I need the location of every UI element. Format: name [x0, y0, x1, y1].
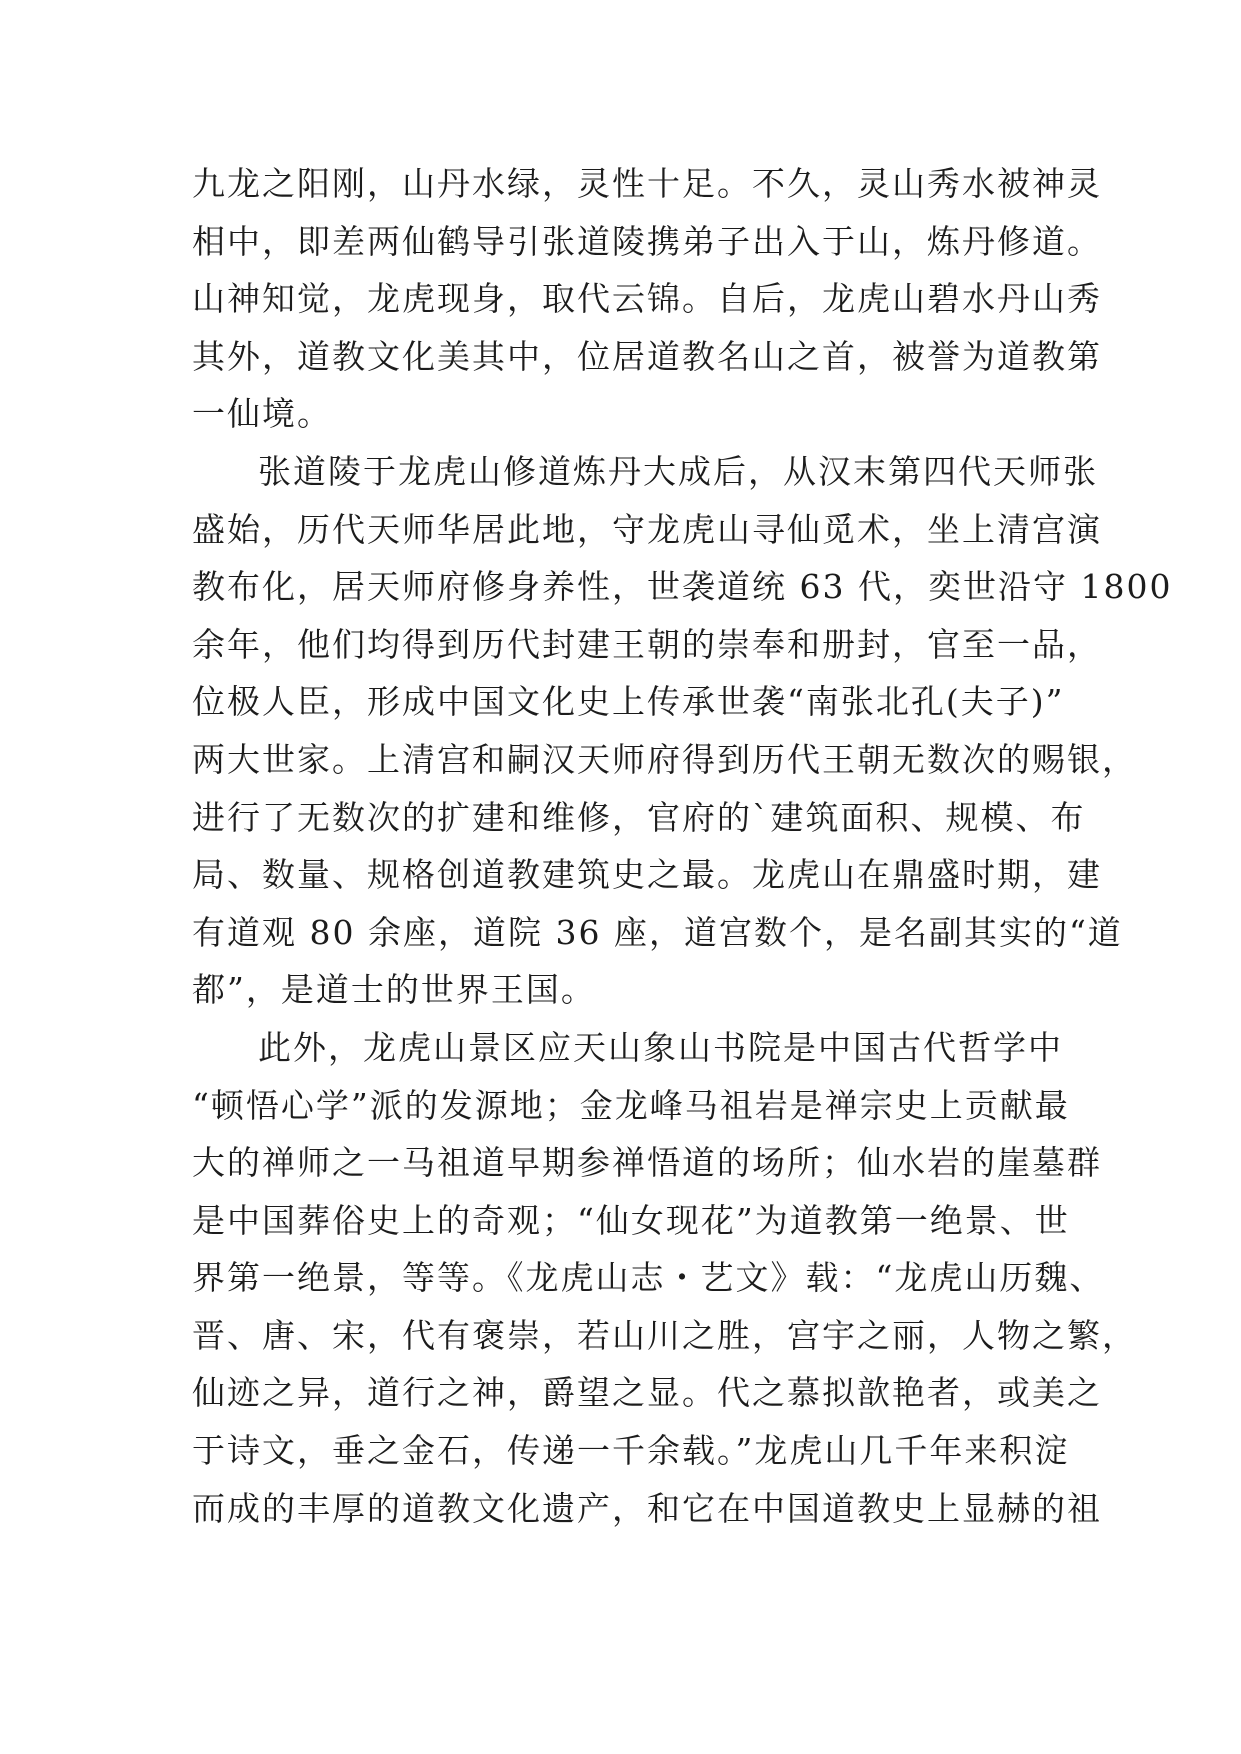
- text-line: 教布化，居天师府修身养性，世袭道统 63 代，奕世沿守 1800: [192, 567, 1173, 607]
- text-line: 山神知觉，龙虎现身，取代云锦。自后，龙虎山碧水丹山秀: [192, 279, 1102, 319]
- text-line: 有道观 80 余座，道院 36 座，道宫数个，是名副其实的“道: [192, 912, 1123, 952]
- text-line: 都”，是道士的世界王国。: [192, 970, 596, 1010]
- text-line: 大的禅师之一马祖道早期参禅悟道的场所；仙水岩的崖墓群: [192, 1143, 1102, 1183]
- text-line: 而成的丰厚的道教文化遗产，和它在中国道教史上显赫的祖: [192, 1488, 1102, 1528]
- text-line: 张道陵于龙虎山修道炼丹大成后，从汉末第四代天师张: [258, 451, 1098, 491]
- body-text: [192, 155, 1173, 1537]
- text-line: 两大世家。上清宫和嗣汉天师府得到历代王朝无数次的赐银，: [192, 739, 1137, 779]
- text-line: 此外，龙虎山景区应天山象山书院是中国古代哲学中: [258, 1027, 1063, 1067]
- text-line: 于诗文，垂之金石，传递一千余载。”龙虎山几千年来积淀: [192, 1431, 1070, 1471]
- text-line: 一仙境。: [192, 394, 332, 434]
- text-line: 是中国葬俗史上的奇观；“仙女现花”为道教第一绝景、世: [192, 1200, 1070, 1240]
- text-line: 局、数量、规格创道教建筑史之最。龙虎山在鼎盛时期，建: [192, 855, 1102, 895]
- text-line: 盛始，历代天师华居此地，守龙虎山寻仙觅术，坐上清宫演: [192, 509, 1102, 549]
- text-line: 九龙之阳刚，山丹水绿，灵性十足。不久，灵山秀水被神灵: [192, 164, 1102, 203]
- text-line: 位极人臣，形成中国文化史上传承世袭“南张北孔(夫子)”: [192, 682, 1065, 722]
- text-line: 界第一绝景，等等。《龙虎山志・艺文》载：“龙虎山历魏、: [192, 1258, 1105, 1298]
- text-line: 进行了无数次的扩建和维修，官府的`建筑面积、规模、布: [192, 797, 1086, 837]
- text-line: 其外，道教文化美其中，位居道教名山之首，被誉为道教第: [192, 336, 1102, 376]
- text-line: 晋、唐、宋，代有褒崇，若山川之胜，宫宇之丽，人物之繁，: [192, 1315, 1137, 1355]
- text-line: “顿悟心学”派的发源地；金龙峰马祖岩是禅宗史上贡献最: [192, 1085, 1070, 1125]
- text-line: 余年，他们均得到历代封建王朝的崇奉和册封，官至一品，: [192, 624, 1102, 664]
- text-line: 仙迹之异，道行之神，爵望之显。代之慕拟歆艳者，或美之: [192, 1373, 1102, 1413]
- text-line: 相中，即差两仙鹤导引张道陵携弟子出入于山，炼丹修道。: [192, 221, 1102, 261]
